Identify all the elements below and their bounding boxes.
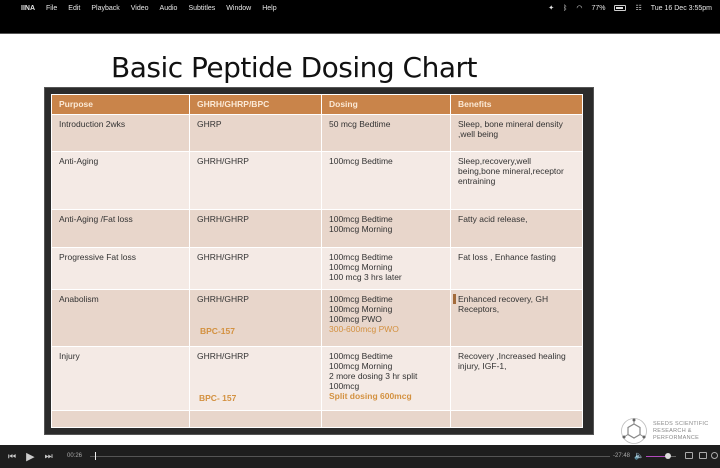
- logo-line2: RESEARCH &: [653, 427, 692, 434]
- skip-forward-icon[interactable]: ⏭: [44, 451, 53, 461]
- battery-percent: 77%: [591, 4, 606, 12]
- table-row: [52, 347, 583, 411]
- dose-line: 100mcg Bedtime: [329, 294, 393, 304]
- menu-edit[interactable]: Edit: [68, 4, 81, 12]
- bluetooth-icon[interactable]: ᛒ: [563, 4, 568, 12]
- dose-line: 100mcg Bedtime: [329, 156, 393, 166]
- playlist-icon[interactable]: [699, 452, 707, 459]
- dose-line: 100mcg Bedtime: [329, 351, 393, 361]
- header-purpose: Purpose: [52, 95, 190, 115]
- cell-peptide: GHRH/GHRP: [190, 210, 322, 248]
- cell-peptide: GHRH/GHRP: [190, 152, 322, 210]
- cell-benefits: Fat loss , Enhance fasting: [451, 248, 583, 290]
- skip-back-icon[interactable]: ⏮: [8, 451, 17, 461]
- wifi-icon[interactable]: ◠: [576, 5, 583, 12]
- cell-benefits: Recovery ,Increased healing injury, IGF-1,: [451, 347, 583, 411]
- cell-purpose: Injury: [52, 347, 190, 411]
- menu-video[interactable]: Video: [130, 4, 149, 12]
- dose-line: 2 more dosing 3 hr split: [329, 371, 418, 381]
- dose-line: 100mcg Morning: [329, 262, 393, 272]
- dose-line: 100mcg PWO: [329, 314, 382, 324]
- cell-peptide: [190, 290, 322, 347]
- empty-cell: [451, 411, 583, 428]
- cell-benefits: Fatty acid release,: [451, 210, 583, 248]
- cell-dosing: [322, 248, 451, 290]
- control-center-icon[interactable]: ☷: [635, 5, 642, 12]
- header-peptide: GHRH/GHRP/BPC: [190, 95, 322, 115]
- volume-fill: [646, 456, 666, 457]
- empty-cell: [190, 411, 322, 428]
- header-dosing: Dosing: [322, 95, 451, 115]
- table-header-row: [52, 95, 583, 115]
- elapsed-time: 00:26: [67, 453, 83, 459]
- menu-app-name[interactable]: IINA: [21, 4, 35, 12]
- table-row: [52, 115, 583, 152]
- cell-purpose: Anti-Aging: [52, 152, 190, 210]
- datetime[interactable]: Tue 16 Dec 3:55pm: [650, 4, 712, 12]
- cell-dosing: [322, 115, 451, 152]
- cell-purpose: Anti-Aging /Fat loss: [52, 210, 190, 248]
- cell-purpose: Introduction 2wks: [52, 115, 190, 152]
- cell-benefits: Sleep,recovery,well being,bone mineral,receptor entraining: [451, 152, 583, 210]
- cell-peptide: GHRH/GHRP: [190, 248, 322, 290]
- dosing-table: [51, 94, 583, 428]
- benefits-text: Enhanced recovery, GH Receptors,: [458, 294, 549, 314]
- video-area[interactable]: [0, 16, 720, 445]
- menu-subtitles[interactable]: Subtitles: [188, 4, 216, 12]
- volume-icon[interactable]: 🔈: [634, 451, 644, 460]
- dose-line: 100mcg Bedtime: [329, 214, 393, 224]
- logo-line1: SEEDS SCIENTIFIC: [653, 420, 709, 427]
- menu-help[interactable]: Help: [262, 4, 277, 12]
- dose-line: 100mcg Morning: [329, 224, 393, 234]
- dose-extra: Split dosing 600mcg: [329, 391, 412, 401]
- logo-line3: PERFORMANCE: [653, 434, 700, 441]
- peptide-line: GHRH/GHRP: [197, 294, 249, 304]
- table-row: [52, 248, 583, 290]
- dose-line: 50 mcg Bedtime: [329, 119, 391, 129]
- slide: [0, 33, 720, 445]
- table-row: [52, 290, 583, 347]
- battery-icon[interactable]: [614, 5, 626, 11]
- cell-dosing: [322, 347, 451, 411]
- text-cursor-marker: [453, 294, 456, 304]
- dose-line: 100 mcg 3 hrs later: [329, 272, 402, 282]
- menu-file[interactable]: File: [46, 4, 58, 12]
- dose-line: 100mcg Morning: [329, 304, 393, 314]
- peptide-extra: BPC- 157: [199, 393, 237, 403]
- logo-text: [653, 421, 709, 442]
- remaining-time[interactable]: -27:48: [613, 453, 631, 459]
- cell-dosing: [322, 290, 451, 347]
- table-row-empty: [52, 411, 583, 428]
- menu-playback[interactable]: Playback: [91, 4, 120, 12]
- table-row: [52, 210, 583, 248]
- dose-extra: 300-600mcg PWO: [329, 324, 399, 334]
- volume-slider[interactable]: [646, 456, 676, 457]
- slide-title: Basic Peptide Dosing Chart: [111, 51, 477, 84]
- cell-benefits: [451, 290, 583, 347]
- menu-window[interactable]: Window: [226, 4, 252, 12]
- table-frame: [44, 87, 594, 435]
- sparkle-icon[interactable]: ✦: [548, 5, 555, 12]
- cell-dosing: [322, 152, 451, 210]
- empty-cell: [322, 411, 451, 428]
- company-logo: [620, 417, 709, 445]
- settings-icon[interactable]: [711, 452, 718, 459]
- cell-peptide: GHRP: [190, 115, 322, 152]
- volume-knob[interactable]: [665, 453, 671, 459]
- header-benefits: Benefits: [451, 95, 583, 115]
- empty-cell: [52, 411, 190, 428]
- cell-dosing: [322, 210, 451, 248]
- cell-purpose: Progressive Fat loss: [52, 248, 190, 290]
- player-controls: [0, 445, 720, 468]
- table-row: [52, 152, 583, 210]
- play-icon[interactable]: ▶: [26, 451, 35, 463]
- seek-bar[interactable]: [90, 456, 610, 457]
- cell-benefits: Sleep, bone mineral density ,well being: [451, 115, 583, 152]
- dose-line: 100mcg Bedtime: [329, 252, 393, 262]
- menu-bar: [0, 0, 720, 16]
- seek-knob[interactable]: [95, 452, 96, 460]
- cell-purpose: Anabolism: [52, 290, 190, 347]
- dose-line: 100mcg: [329, 381, 360, 391]
- peptide-line: GHRH/GHRP: [197, 351, 249, 361]
- hexagon-molecule-icon: [620, 417, 648, 445]
- pip-icon[interactable]: [685, 452, 693, 459]
- peptide-extra: BPC-157: [200, 326, 235, 336]
- dose-line: 100mcg Morning: [329, 361, 393, 371]
- menu-audio[interactable]: Audio: [159, 4, 178, 12]
- cell-peptide: [190, 347, 322, 411]
